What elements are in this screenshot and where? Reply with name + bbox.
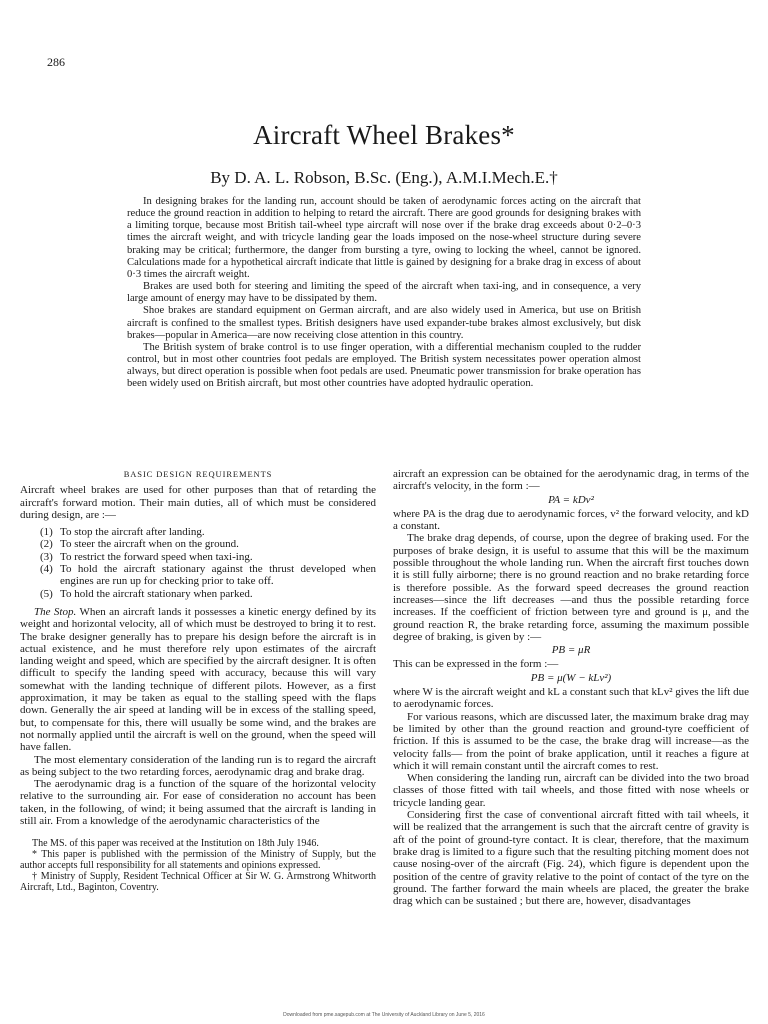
body-paragraph: For various reasons, which are discussed later, the maximum brake drag may be limited by other than the ground reaction and ground-tyre coefficient of friction. If this is assumed to be the case, the brake drag will increase—as the velocity falls— from the point of brake application, until it reaches a figure at which it will remain constant until the aircraft comes to rest. [393, 710, 749, 772]
body-paragraph [20, 606, 376, 754]
paragraph-text: When an aircraft lands it possesses a kinetic energy defined by its weight and horizontal velocity, all of which must be destroyed to bring it to rest. The brake designer generally has to prepare his design before the aircraft is in actual existence, and he must therefore rely upon estimates of the aircraft landing weight and speed, which are specified by the aircraft designer. It is often difficult to specify the landing speed with accuracy, because this will vary somewhat with the landing technique of different pilots. However, as a first approximation, it may be taken as equal to the stalling speed with the flaps down. Generally the air speed at landing will be in excess of the stalling speed, but, to compensate for this, there will usually be some wind, and the brakes are not normally applied until the aircraft is well on the ground, when the speed will have fallen. [20, 605, 376, 754]
page-number: 286 [47, 55, 65, 69]
section-heading: BASIC DESIGN REQUIREMENTS [123, 469, 273, 479]
footnote: † Ministry of Supply, Resident Technical Officer at Sir W. G. Armstrong Whitworth Aircraft, Ltd., Baginton, Coventry. [20, 870, 376, 893]
body-paragraph: where PA is the drag due to aerodynamic forces, v² the forward velocity, and kD a constant. [393, 507, 749, 533]
list-number: (1) [40, 526, 53, 539]
footnote: * This paper is published with the permission of the Ministry of Supply, but the author accepts full responsibility for all statements and opinions expressed. [20, 849, 376, 871]
body-paragraph: This can be expressed in the form :— [393, 658, 559, 671]
list-text: To hold the aircraft stationary when parked. [60, 587, 253, 600]
body-paragraph: aircraft an expression can be obtained for the aerodynamic drag, in terms of the aircraft's velocity, in the form :— [393, 468, 749, 493]
abstract [127, 196, 641, 391]
body-paragraph: Considering first the case of conventional aircraft fitted with tail wheels, it will be realized that the arrangement is such that the aircraft centre of gravity is aft of the point of ground-tyre contact. It is clear, therefore, that the maximum brake drag is limited to a figure such that the resulting pitching moment does not cause nosing-over of the aircraft (Fig. 24), which figure is dependent upon the position of the centre of gravity relative to the point of contact of the tyre on the ground. The farther forward the main wheels are placed, the greater the brake drag which can be sustained ; but there are, however, disadvantages [393, 809, 749, 908]
list-item [20, 563, 376, 588]
abstract-paragraph: In designing brakes for the landing run, account should be taken of aerodynamic forces acting on the aircraft that reduce the ground reaction in addition to helping to retard the aircraft. There are good grounds for designing brakes with a limiting torque, because most British tail-wheel type aircraft will nose over if the brake drag exceeds about 0·2–0·3 times the aircraft weight, and with tricycle landing gear the loads imposed on the nose-wheel structure during severe braking may be critical; furthermore, the danger from bursting a tyre, owing to locking the wheel, cannot be ignored. Calculations made for a hypothetical aircraft indicate that little is gained by designing for a brake drag in excess of about 0·3 times the aircraft weight. [127, 196, 641, 280]
list-text: To restrict the forward speed when taxi-ing. [60, 550, 253, 563]
abstract-paragraph: Brakes are used both for steering and limiting the speed of the aircraft when taxi-ing, and in consequence, a very large amount of energy may have to be dissipated by them. [127, 281, 641, 305]
download-note: Downloaded from pme.sagepub.com at The University of Auckland Library on June 5, 2016 [283, 1012, 485, 1018]
run-in-heading: The Stop. [34, 605, 77, 618]
body-paragraph: When considering the landing run, aircraft can be divided into the two broad classes of those fitted with tail wheels, and those fitted with nose wheels or tricycle landing gear. [393, 772, 749, 809]
body-paragraph: The aerodynamic drag is a function of the square of the horizontal velocity relative to the surrounding air. For ease of consideration no account has been taken, in the following, of wind; it being assumed that the aircraft is landing in still air. From a knowledge of the aerodynamic characteristics of the [20, 778, 376, 828]
body-paragraph: where W is the aircraft weight and kL a constant such that kLv² gives the lift due to aerodynamic forces. [393, 686, 749, 711]
equation: PA = kDv² [548, 493, 594, 506]
footnote: The MS. of this paper was received at the Institution on 18th July 1946. [32, 838, 319, 850]
list-item [20, 526, 376, 538]
equation: PB = μ(W − kLv²) [530, 671, 612, 684]
requirements-list [20, 526, 376, 600]
right-column [393, 468, 749, 907]
list-text: To stop the aircraft after landing. [60, 526, 205, 539]
abstract-paragraph: The British system of brake control is to use finger operation, with a differential mechanism coupled to the rudder control, but in most other countries foot pedals are employed. The British system necessitates power operation almost always, but direct operation is possible when foot pedals are used. Pneumatic power transmission for brake operation has been widely used on British aircraft, but most other countries have adopted hydraulic operation. [127, 341, 641, 390]
list-number: (5) [40, 587, 53, 600]
body-paragraph: Aircraft wheel brakes are used for other purposes than that of retarding the aircraft's forward motion. Their main duties, all of which must be considered during design, are :— [20, 484, 376, 521]
body-paragraph: The brake drag depends, of course, upon the degree of braking used. For the purposes of brake design, it is useful to assume that this will be the maximum possible throughout the whole landing run. When the aircraft first touches down it is still fully airborne; there is no ground reaction and no brake retarding force is therefore possible. As the forward speed decreases the ground reaction increases—since the lift decreases —and thus the possible retarding force increases. If the coefficient of friction between tyre and ground is μ, and the ground reaction R, the brake retarding force, assuming the maximum possible degree of braking, is given by :— [393, 532, 749, 643]
list-text: To steer the aircraft when on the ground. [60, 538, 239, 551]
list-text: To hold the aircraft stationary against the thrust developed when engines are run up for checking prior to take off. [60, 563, 376, 588]
footnotes [20, 839, 376, 893]
list-number: (3) [40, 550, 53, 563]
abstract-paragraph: Shoe brakes are standard equipment on German aircraft, and are also widely used in America, but use on British aircraft is confined to the smallest types. British designers have used expander-tube brakes almost exclusively, but disk brakes—popular in America—are now receiving close attention in this country. [127, 305, 641, 341]
list-number: (4) [40, 563, 53, 576]
list-item [20, 538, 376, 550]
paper-title: Aircraft Wheel Brakes* [253, 120, 515, 150]
author-byline: By D. A. L. Robson, B.Sc. (Eng.), A.M.I.Mech.E.† [210, 168, 558, 187]
left-column [20, 468, 376, 893]
equation: PB = μR [551, 644, 591, 657]
list-number: (2) [40, 538, 53, 551]
body-paragraph: The most elementary consideration of the landing run is to regard the aircraft as being subject to the two retarding forces, aerodynamic drag and brake drag. [20, 753, 376, 778]
list-item [20, 588, 376, 600]
list-item [20, 551, 376, 563]
